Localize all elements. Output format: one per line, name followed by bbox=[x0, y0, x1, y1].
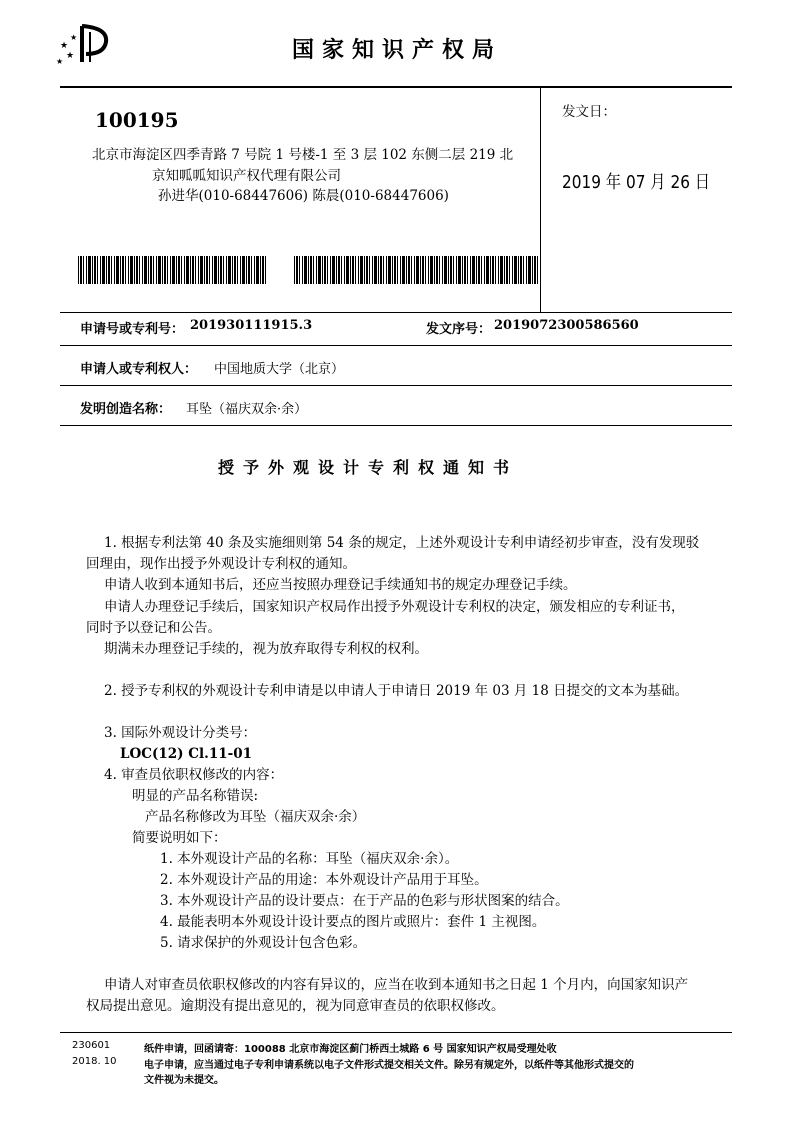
office-title: 国家知识产权局 bbox=[292, 38, 503, 63]
list-item: 5. 请求保护的外观设计包含色彩。 bbox=[160, 935, 367, 951]
closing-b: 权局提出意见。逾期没有提出意见的，视为同意审查员的依职权修改。 bbox=[86, 998, 505, 1014]
notice-title: 授予外观设计专利权通知书 bbox=[218, 458, 519, 477]
svg-text:★: ★ bbox=[60, 41, 69, 51]
header-rule bbox=[60, 86, 732, 88]
issue-date-value: 2019 年 07 月 26 日 bbox=[562, 172, 711, 193]
svg-text:★: ★ bbox=[66, 51, 75, 61]
para-1e: 同时予以登记和公告。 bbox=[86, 620, 221, 636]
rule-2 bbox=[60, 345, 732, 346]
svg-text:★: ★ bbox=[56, 57, 64, 66]
invention-value: 耳坠（福庆双余·余） bbox=[186, 402, 308, 417]
barcode-right bbox=[294, 256, 538, 284]
serial-label: 发文序号： bbox=[426, 322, 492, 337]
closing-a: 申请人对审查员依职权修改的内容有异议的，应当在收到本通知书之日起 1 个月内，向国家知识产 bbox=[104, 977, 689, 993]
para-4-sub1-detail: 产品名称修改为耳坠（福庆双余·余） bbox=[145, 809, 366, 825]
footer-line-2a: 电子申请，应当通过电子专利申请系统以电子文件形式提交相关文件。除另有规定外，以纸件等其他形式提交的 bbox=[144, 1060, 634, 1071]
para-1d: 申请人办理登记手续后，国家知识产权局作出授予外观设计专利权的决定，颁发相应的专利证书， bbox=[104, 599, 685, 615]
para-4-sub1: 明显的产品名称错误: bbox=[132, 788, 259, 804]
para-1c: 申请人收到本通知书后，还应当按照办理登记手续通知书的规定办理登记手续。 bbox=[104, 577, 577, 593]
rule-1 bbox=[60, 312, 732, 313]
para-4-sub2: 简要说明如下： bbox=[132, 830, 227, 846]
footer-line-1: 纸件申请，回函请寄：100088 北京市海淀区蓟门桥西土城路 6 号 国家知识产权局受理处收 bbox=[144, 1044, 557, 1055]
postcode: 100195 bbox=[95, 108, 179, 132]
invention-label: 发明创造名称： bbox=[80, 402, 172, 417]
para-2: 2. 授予专利权的外观设计专利申请是以申请人于申请日 2019 年 03 月 18 日提交的文本为基础。 bbox=[104, 683, 689, 699]
applicant-value: 中国地质大学（北京） bbox=[214, 362, 345, 377]
address-line-3: 孙进华(010-68447606) 陈晨(010-68447606) bbox=[158, 188, 449, 204]
form-version: 2018. 10 bbox=[72, 1056, 117, 1067]
form-code: 230601 bbox=[72, 1040, 111, 1051]
para-3: 3. 国际外观设计分类号： bbox=[104, 725, 257, 741]
para-4: 4. 审查员依职权修改的内容： bbox=[104, 767, 284, 783]
date-divider bbox=[540, 88, 541, 312]
list-item: 1. 本外观设计产品的名称：耳坠（福庆双余·余）。 bbox=[160, 851, 459, 867]
svg-text:★: ★ bbox=[70, 33, 78, 42]
para-1a: 1. 根据专利法第 40 条及实施细则第 54 条的规定，上述外观设计专利申请经初步审查，没有发现驳 bbox=[104, 535, 700, 551]
footer-line-2b: 文件视为未提交。 bbox=[144, 1075, 224, 1086]
address-line-2: 京知呱呱知识产权代理有限公司 bbox=[152, 168, 341, 184]
applicant-label: 申请人或专利权人： bbox=[80, 362, 198, 377]
rule-3 bbox=[60, 385, 732, 386]
address-line-1: 北京市海淀区四季青路 7 号院 1 号楼-1 至 3 层 102 东侧二层 219 北 bbox=[92, 147, 514, 163]
para-1f: 期满未办理登记手续的，视为放弃取得专利权的权利。 bbox=[104, 641, 428, 657]
app-no-value: 201930111915.3 bbox=[190, 318, 313, 333]
serial-value: 2019072300586560 bbox=[494, 318, 639, 333]
barcode-left bbox=[78, 256, 266, 284]
list-item: 2. 本外观设计产品的用途：本外观设计产品用于耳坠。 bbox=[160, 872, 488, 888]
cnipa-logo bbox=[56, 22, 126, 66]
list-item: 4. 最能表明本外观设计设计要点的图片或照片：套件 1 主视图。 bbox=[160, 914, 546, 930]
para-1b: 回理由，现作出授予外观设计专利权的通知。 bbox=[86, 556, 356, 572]
app-no-label: 申请号或专利号： bbox=[80, 322, 185, 337]
list-item: 3. 本外观设计产品的设计要点：在于产品的色彩与形状图案的结合。 bbox=[160, 893, 569, 909]
rule-4 bbox=[60, 425, 732, 426]
classification-value: LOC(12) Cl.11-01 bbox=[120, 746, 253, 762]
footer-rule bbox=[60, 1032, 732, 1033]
issue-date-label: 发文日： bbox=[562, 104, 616, 120]
